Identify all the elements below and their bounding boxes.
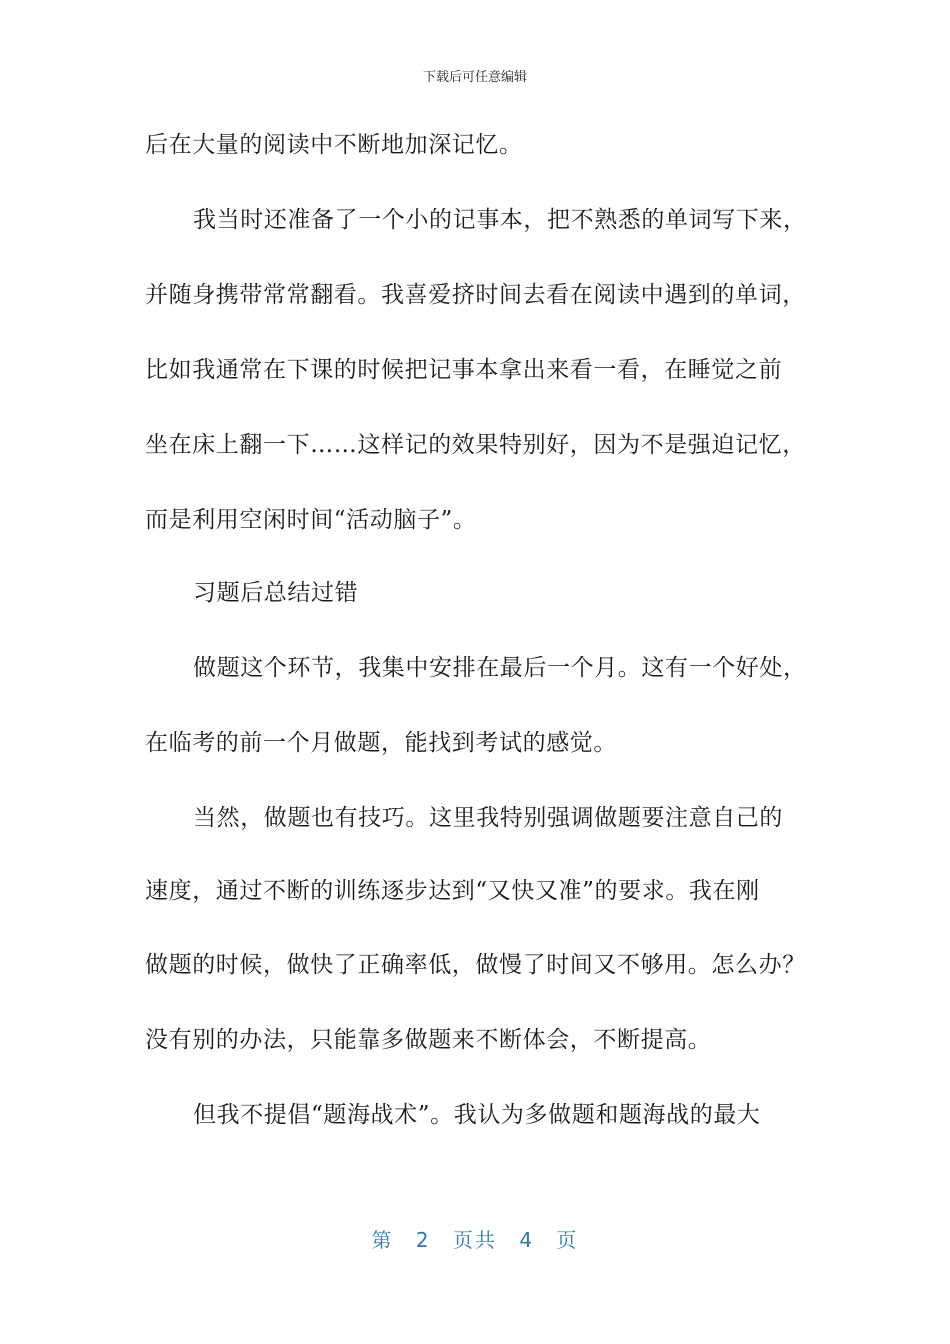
section-heading: 习题后总结过错 xyxy=(193,580,359,606)
body-line: 当然，做题也有技巧。这里我特别强调做题要注意自己的 xyxy=(193,805,783,831)
body-line: 坐在床上翻一下……这样记的效果特别好，因为不是强迫记忆， xyxy=(145,432,806,458)
body-line: 并随身携带常常翻看。我喜爱挤时间去看在阅读中遇到的单词， xyxy=(145,282,806,308)
body-line: 而是利用空闲时间“活动脑子”。 xyxy=(145,507,477,533)
page-header: 下载后可任意编辑 xyxy=(422,70,527,85)
body-line: 做题这个环节，我集中安排在最后一个月。这有一个好处， xyxy=(193,655,807,681)
body-line: 我当时还准备了一个小的记事本，把不熟悉的单词写下来， xyxy=(193,207,807,233)
body-line: 做题的时候，做快了正确率低，做慢了时间又不够用。怎么办？ xyxy=(145,952,806,978)
body-line: 在临考的前一个月做题，能找到考试的感觉。 xyxy=(145,730,617,756)
body-line: 比如我通常在下课的时候把记事本拿出来看一看，在睡觉之前 xyxy=(145,357,783,383)
body-line: 没有别的办法，只能靠多做题来不断体会，不断提高。 xyxy=(145,1027,712,1053)
body-line: 但我不提倡“题海战术”。我认为多做题和题海战的最大 xyxy=(193,1102,761,1128)
body-line: 后在大量的阅读中不断地加深记忆。 xyxy=(145,132,523,158)
page-footer: 第 2 页共 4 页 xyxy=(371,1228,579,1252)
body-line: 速度，通过不断的训练逐步达到“又快又准”的要求。我在刚 xyxy=(145,878,760,904)
